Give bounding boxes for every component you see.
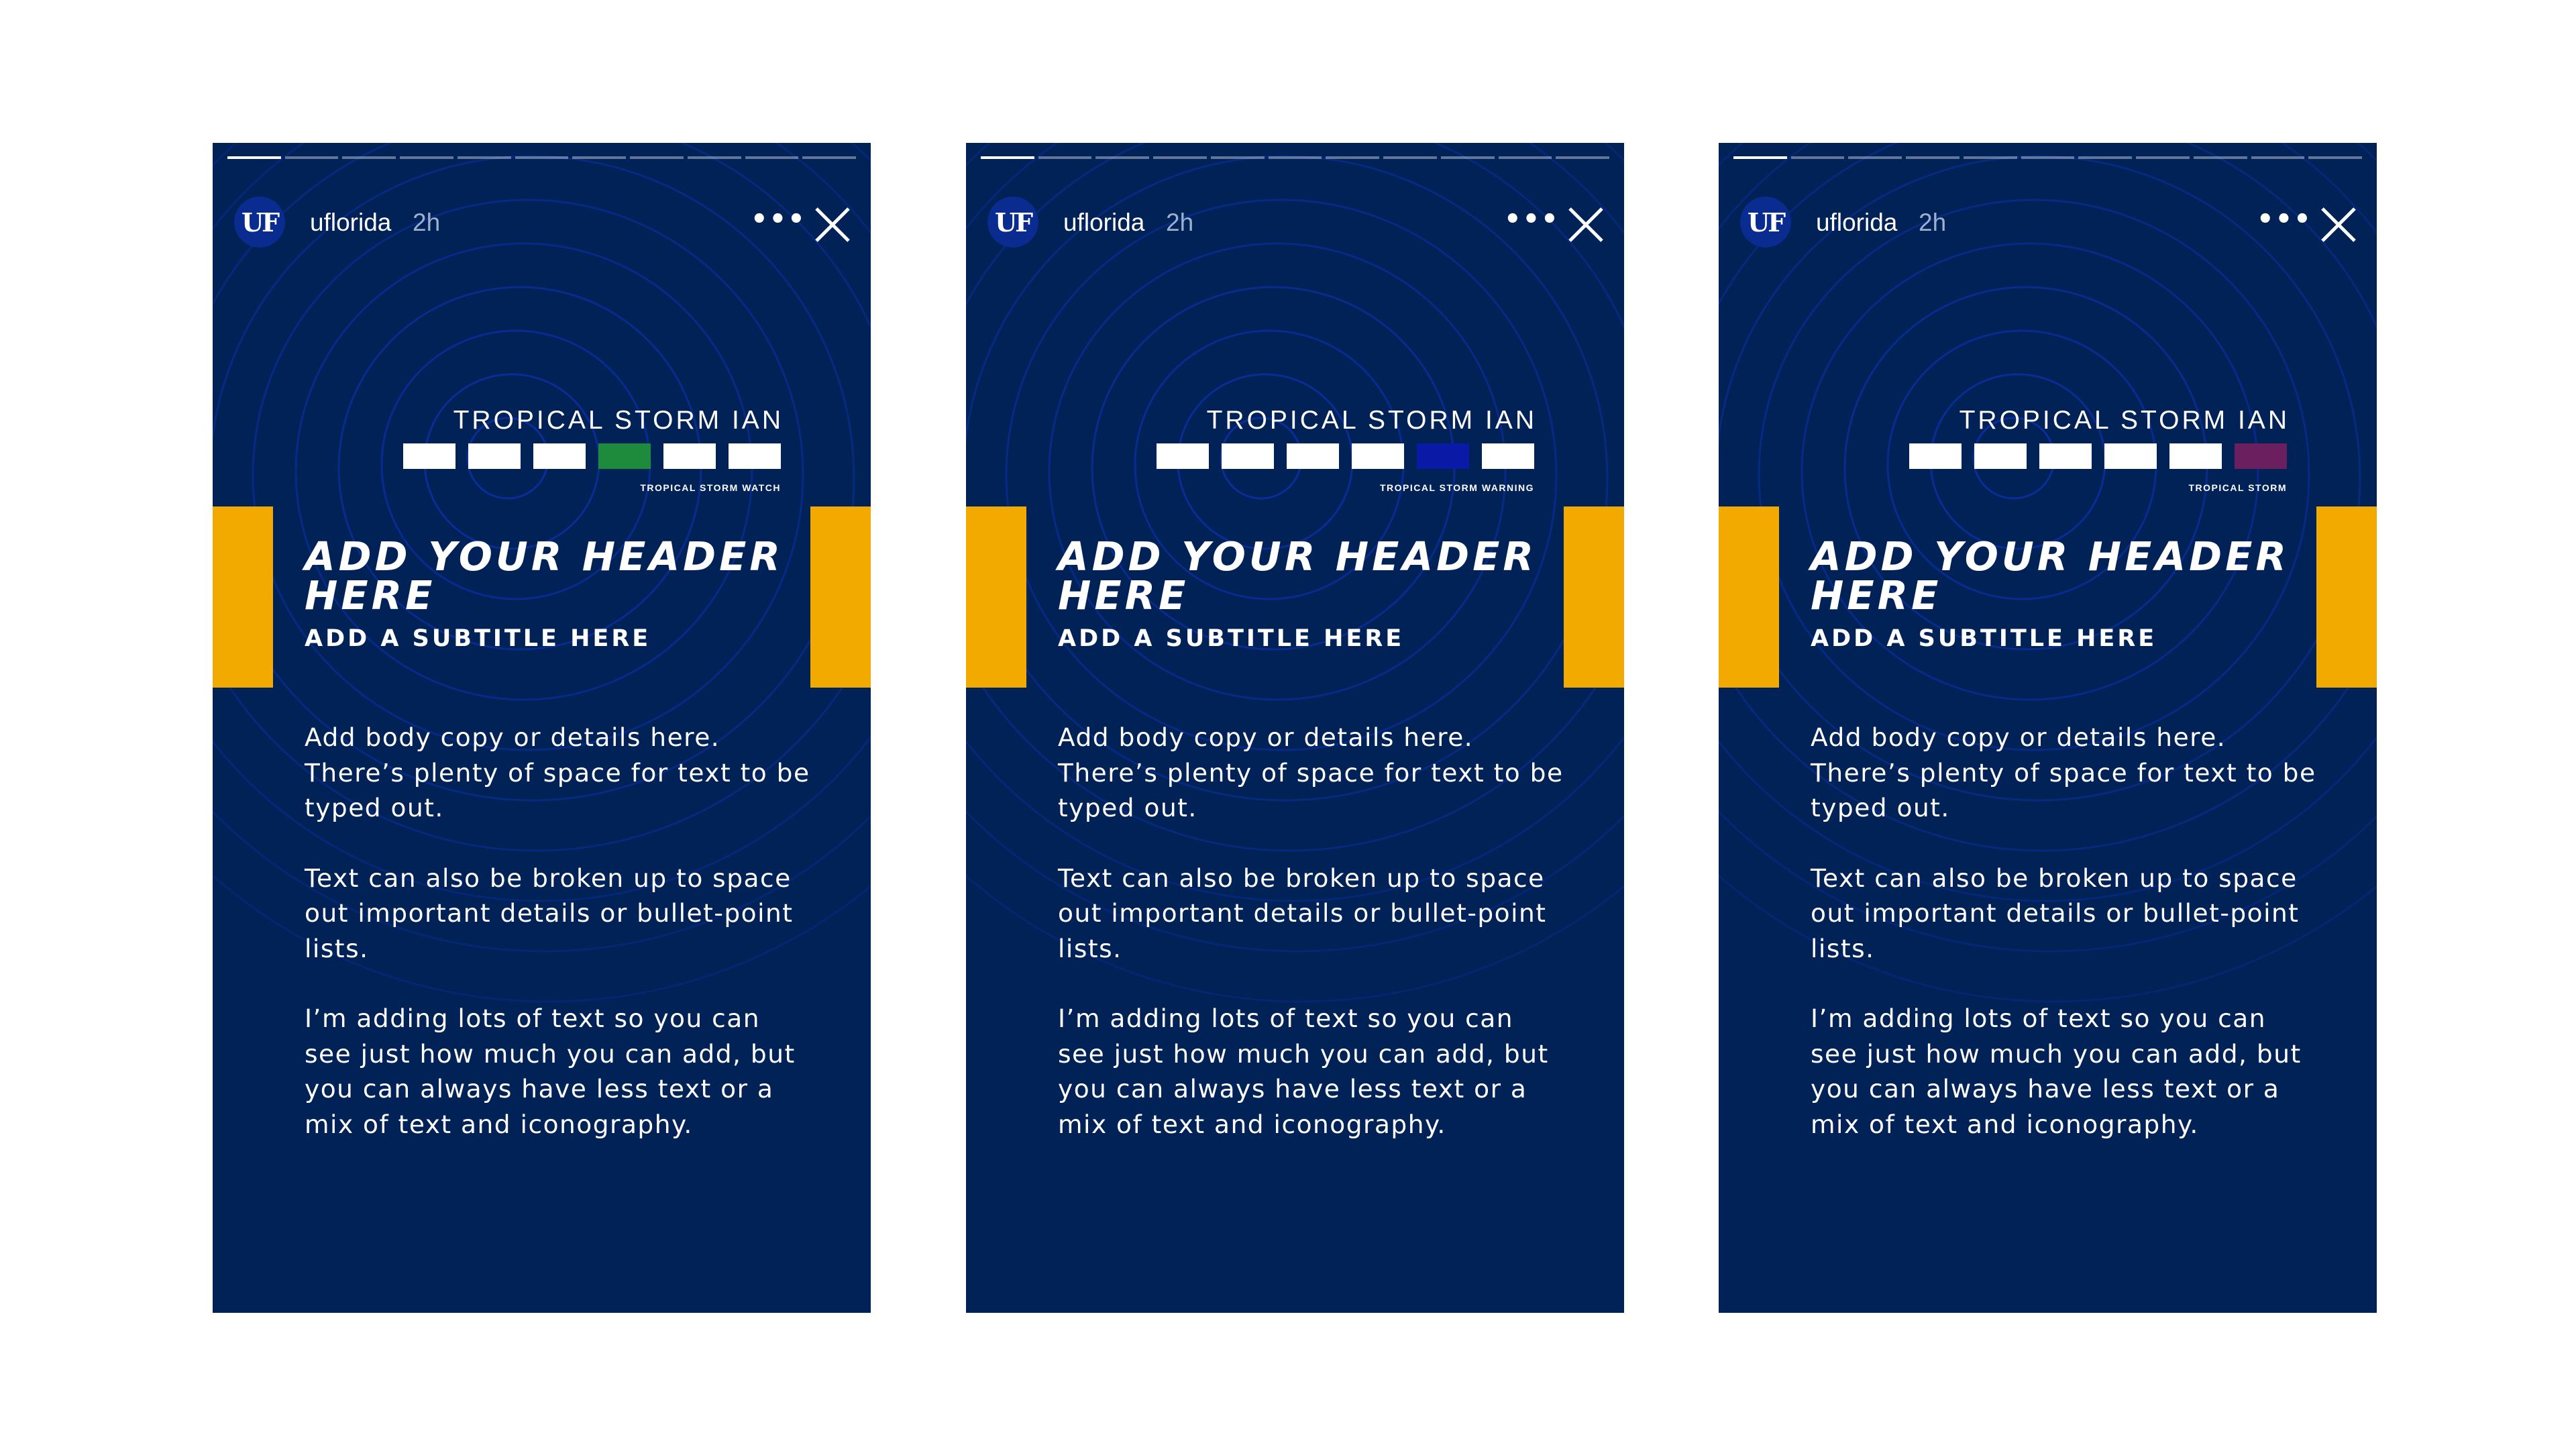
progress-segment	[630, 156, 684, 159]
accent-bar-right	[810, 506, 871, 688]
progress-segment	[1269, 156, 1322, 159]
progress-segment	[1791, 156, 1845, 159]
accent-bar-right	[1564, 506, 1624, 688]
body-paragraph: I’m adding lots of text so you can see just how much you can add, but you can always have less text or a mix of text and iconography.	[1811, 1004, 2302, 1139]
body-paragraph: Text can also be broken up to space out important details or bullet-point lists.	[1811, 863, 2300, 963]
progress-segment	[802, 156, 856, 159]
body-paragraph: Add body copy or details here. There’s plenty of space for text to be typed out.	[305, 722, 810, 822]
more-horizontal-icon[interactable]: •••	[2257, 204, 2312, 235]
progress-segment	[285, 156, 339, 159]
scale-box	[1974, 443, 2027, 469]
body-paragraph: Add body copy or details here. There’s plenty of space for text to be typed out.	[1058, 722, 1564, 822]
scale-box	[1287, 443, 1339, 469]
storm-scale	[1909, 443, 2287, 469]
progress-segment	[981, 156, 1034, 159]
progress-segment	[2078, 156, 2132, 159]
progress-segment	[688, 156, 741, 159]
avatar[interactable]: UF	[1740, 197, 1791, 248]
progress-segment	[572, 156, 626, 159]
progress-segment	[1383, 156, 1437, 159]
story-subtitle: ADD A SUBTITLE HERE	[1058, 625, 1405, 652]
post-time: 2h	[413, 209, 441, 236]
post-time: 2h	[1166, 209, 1194, 236]
progress-segment	[227, 156, 281, 159]
scale-box	[729, 443, 781, 469]
storm-title: TROPICAL STORM IAN	[453, 406, 784, 435]
scale-box	[1222, 443, 1274, 469]
story-card[interactable]	[1719, 143, 2377, 1313]
close-icon[interactable]	[2318, 205, 2359, 245]
progress-segment	[400, 156, 453, 159]
scale-box-active	[1417, 443, 1469, 469]
storm-scale	[1157, 443, 1534, 469]
body-paragraph: I’m adding lots of text so you can see just how much you can add, but you can always have less text or a mix of text and iconography.	[1058, 1004, 1549, 1139]
progress-segment	[342, 156, 396, 159]
story-headline: ADD YOUR HEADER HERE	[305, 533, 784, 619]
scale-box-active	[598, 443, 651, 469]
progress-segment	[1038, 156, 1092, 159]
story-progress	[227, 156, 856, 159]
storm-title: TROPICAL STORM IAN	[1959, 406, 2290, 435]
progress-segment	[2308, 156, 2362, 159]
scale-box	[468, 443, 521, 469]
body-paragraph: Add body copy or details here. There’s plenty of space for text to be typed out.	[1811, 722, 2316, 822]
storm-ring	[1006, 200, 1560, 750]
story-header	[966, 170, 1624, 270]
progress-segment	[1848, 156, 1902, 159]
story-card[interactable]	[966, 143, 1624, 1313]
progress-segment	[2021, 156, 2075, 159]
accent-bar-left	[213, 506, 273, 688]
post-time: 2h	[1919, 209, 1947, 236]
storm-title: TROPICAL STORM IAN	[1206, 406, 1537, 435]
avatar[interactable]: UF	[987, 197, 1038, 248]
scale-box	[2039, 443, 2092, 469]
username[interactable]: uflorida	[310, 209, 392, 236]
username[interactable]: uflorida	[1063, 209, 1145, 236]
progress-segment	[1964, 156, 2017, 159]
scale-box	[2169, 443, 2222, 469]
scale-box	[1482, 443, 1534, 469]
progress-segment	[1556, 156, 1609, 159]
progress-segment	[1906, 156, 1960, 159]
story-body	[1811, 720, 2320, 1177]
body-paragraph: I’m adding lots of text so you can see just how much you can add, but you can always have less text or a mix of text and iconography.	[305, 1004, 796, 1139]
progress-segment	[745, 156, 799, 159]
storm-scale	[403, 443, 781, 469]
body-paragraph: Text can also be broken up to space out important details or bullet-point lists.	[1058, 863, 1547, 963]
accent-bar-left	[1719, 506, 1779, 688]
progress-segment	[458, 156, 511, 159]
progress-segment	[1211, 156, 1265, 159]
story-headline: ADD YOUR HEADER HERE	[1811, 533, 2290, 619]
story-body	[1058, 720, 1568, 1177]
story-subtitle: ADD A SUBTITLE HERE	[305, 625, 651, 652]
progress-segment	[2136, 156, 2190, 159]
story-body	[305, 720, 814, 1177]
scale-box	[1909, 443, 1962, 469]
story-progress	[981, 156, 1609, 159]
scale-box	[1157, 443, 1209, 469]
progress-segment	[1733, 156, 1787, 159]
progress-segment	[515, 156, 569, 159]
progress-segment	[2251, 156, 2305, 159]
body-paragraph: Text can also be broken up to space out important details or bullet-point lists.	[305, 863, 794, 963]
scale-box-active	[2235, 443, 2287, 469]
username[interactable]: uflorida	[1816, 209, 1898, 236]
scale-box	[533, 443, 586, 469]
progress-segment	[1441, 156, 1495, 159]
story-headline: ADD YOUR HEADER HERE	[1058, 533, 1537, 619]
story-subtitle: ADD A SUBTITLE HERE	[1811, 625, 2157, 652]
progress-segment	[1499, 156, 1552, 159]
progress-segment	[1153, 156, 1207, 159]
scale-box	[1352, 443, 1404, 469]
progress-segment	[2194, 156, 2247, 159]
story-header	[1719, 170, 2377, 270]
scale-box	[663, 443, 716, 469]
scale-box	[2104, 443, 2157, 469]
story-progress	[1733, 156, 2362, 159]
storm-status-label: TROPICAL STORM WATCH	[640, 482, 781, 493]
storm-ring	[253, 200, 806, 750]
progress-segment	[1095, 156, 1149, 159]
accent-bar-left	[966, 506, 1026, 688]
story-card[interactable]	[213, 143, 871, 1313]
storm-status-label: TROPICAL STORM	[2188, 482, 2287, 493]
storm-ring	[1759, 200, 2312, 750]
close-icon[interactable]	[812, 205, 853, 245]
storm-status-label: TROPICAL STORM WARNING	[1379, 482, 1534, 493]
story-header	[213, 170, 871, 270]
progress-segment	[1326, 156, 1379, 159]
more-horizontal-icon[interactable]: •••	[1504, 204, 1560, 235]
accent-bar-right	[2316, 506, 2377, 688]
more-horizontal-icon[interactable]: •••	[751, 204, 806, 235]
close-icon[interactable]	[1566, 205, 1606, 245]
avatar[interactable]: UF	[234, 197, 285, 248]
scale-box	[403, 443, 455, 469]
